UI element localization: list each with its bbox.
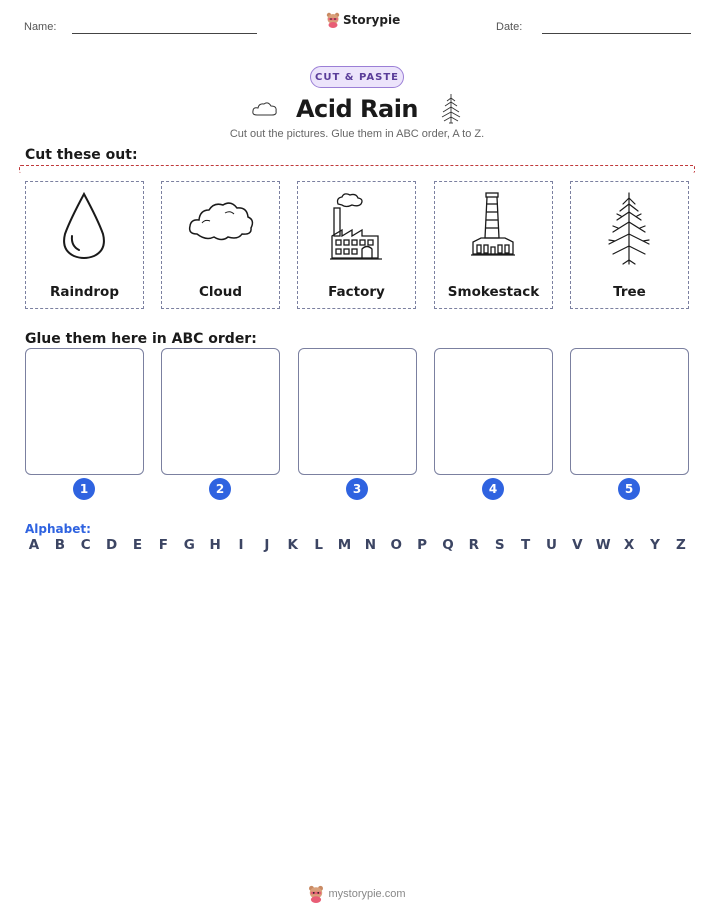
factory-icon (298, 190, 414, 270)
date-line[interactable] (542, 33, 691, 34)
alphabet-letter: F (158, 537, 168, 553)
alphabet-letter: E (132, 537, 143, 553)
cut-heading: Cut these out: (25, 147, 138, 163)
alphabet-letter: X (623, 537, 635, 553)
alphabet-letter: G (183, 537, 195, 553)
alphabet-letter: U (546, 537, 557, 553)
glue-heading: Glue them here in ABC order: (25, 331, 257, 347)
cutout-card-smokestack[interactable] (434, 181, 553, 309)
slot-number-badge: 3 (346, 478, 368, 500)
card-label: Raindrop (49, 284, 119, 300)
glue-slot-3[interactable] (298, 348, 417, 475)
alphabet-letter: C (80, 537, 91, 553)
glue-slot-5[interactable] (570, 348, 689, 475)
alphabet-letter: J (264, 537, 270, 553)
slot-number-badge: 5 (618, 478, 640, 500)
cutout-card-raindrop[interactable] (25, 181, 144, 309)
brand-logo (326, 12, 400, 28)
alphabet-letter: Y (650, 537, 660, 553)
alphabet-letter: P (417, 537, 428, 553)
card-label: Smokestack (447, 284, 540, 300)
alphabet-letter: N (364, 537, 377, 553)
alphabet-letter: O (390, 537, 402, 553)
card-label: Factory (328, 284, 385, 300)
date-label: Date: (496, 21, 523, 33)
alphabet-letter: B (54, 537, 66, 553)
alphabet-letter: T (521, 537, 531, 553)
alphabet-heading: Alphabet: (25, 522, 91, 536)
cloud-icon (250, 98, 280, 120)
alphabet-letter: R (468, 537, 480, 553)
cutout-card-factory[interactable] (297, 181, 416, 309)
slot-number-badge: 2 (209, 478, 231, 500)
alphabet-letter: H (209, 537, 221, 553)
bear-mascot-icon (308, 885, 324, 903)
tree-icon (438, 92, 464, 126)
glue-slot-1[interactable] (25, 348, 144, 475)
name-label: Name: (24, 21, 57, 33)
card-label: Cloud (198, 284, 243, 300)
glue-slot-4[interactable] (434, 348, 553, 475)
activity-badge: CUT & PASTE (310, 66, 404, 88)
page-title: Acid Rain (295, 95, 419, 123)
name-line[interactable] (72, 33, 257, 34)
alphabet-letter: S (494, 537, 505, 553)
alphabet-row (25, 537, 690, 553)
alphabet-letter: D (106, 537, 118, 553)
cutout-card-cloud[interactable] (161, 181, 280, 309)
smokestack-icon (435, 190, 551, 270)
alphabet-letter: Q (442, 537, 454, 553)
footer-url[interactable]: mystorypie.com (328, 888, 406, 900)
brand-name: Storypie (343, 13, 401, 27)
raindrop-icon (26, 190, 142, 270)
cloud-icon (162, 190, 278, 270)
slot-number-badge: 1 (73, 478, 95, 500)
glue-slot-2[interactable] (161, 348, 280, 475)
footer (0, 885, 714, 903)
title-row (0, 92, 714, 126)
alphabet-letter: M (337, 537, 352, 553)
cut-line (19, 165, 695, 173)
alphabet-letter: W (595, 537, 611, 553)
slot-number-badge: 4 (482, 478, 504, 500)
alphabet-letter: Z (675, 537, 686, 553)
alphabet-letter: V (572, 537, 583, 553)
alphabet-letter: I (238, 537, 244, 553)
card-label: Tree (613, 284, 646, 300)
alphabet-letter: A (28, 537, 40, 553)
instructions: Cut out the pictures. Glue them in ABC order, A to Z. (229, 128, 485, 140)
bear-mascot-icon (326, 12, 340, 28)
alphabet-letter: K (287, 537, 298, 553)
cutout-card-tree[interactable] (570, 181, 689, 309)
alphabet-letter: L (314, 537, 323, 553)
tree-icon (571, 190, 687, 270)
